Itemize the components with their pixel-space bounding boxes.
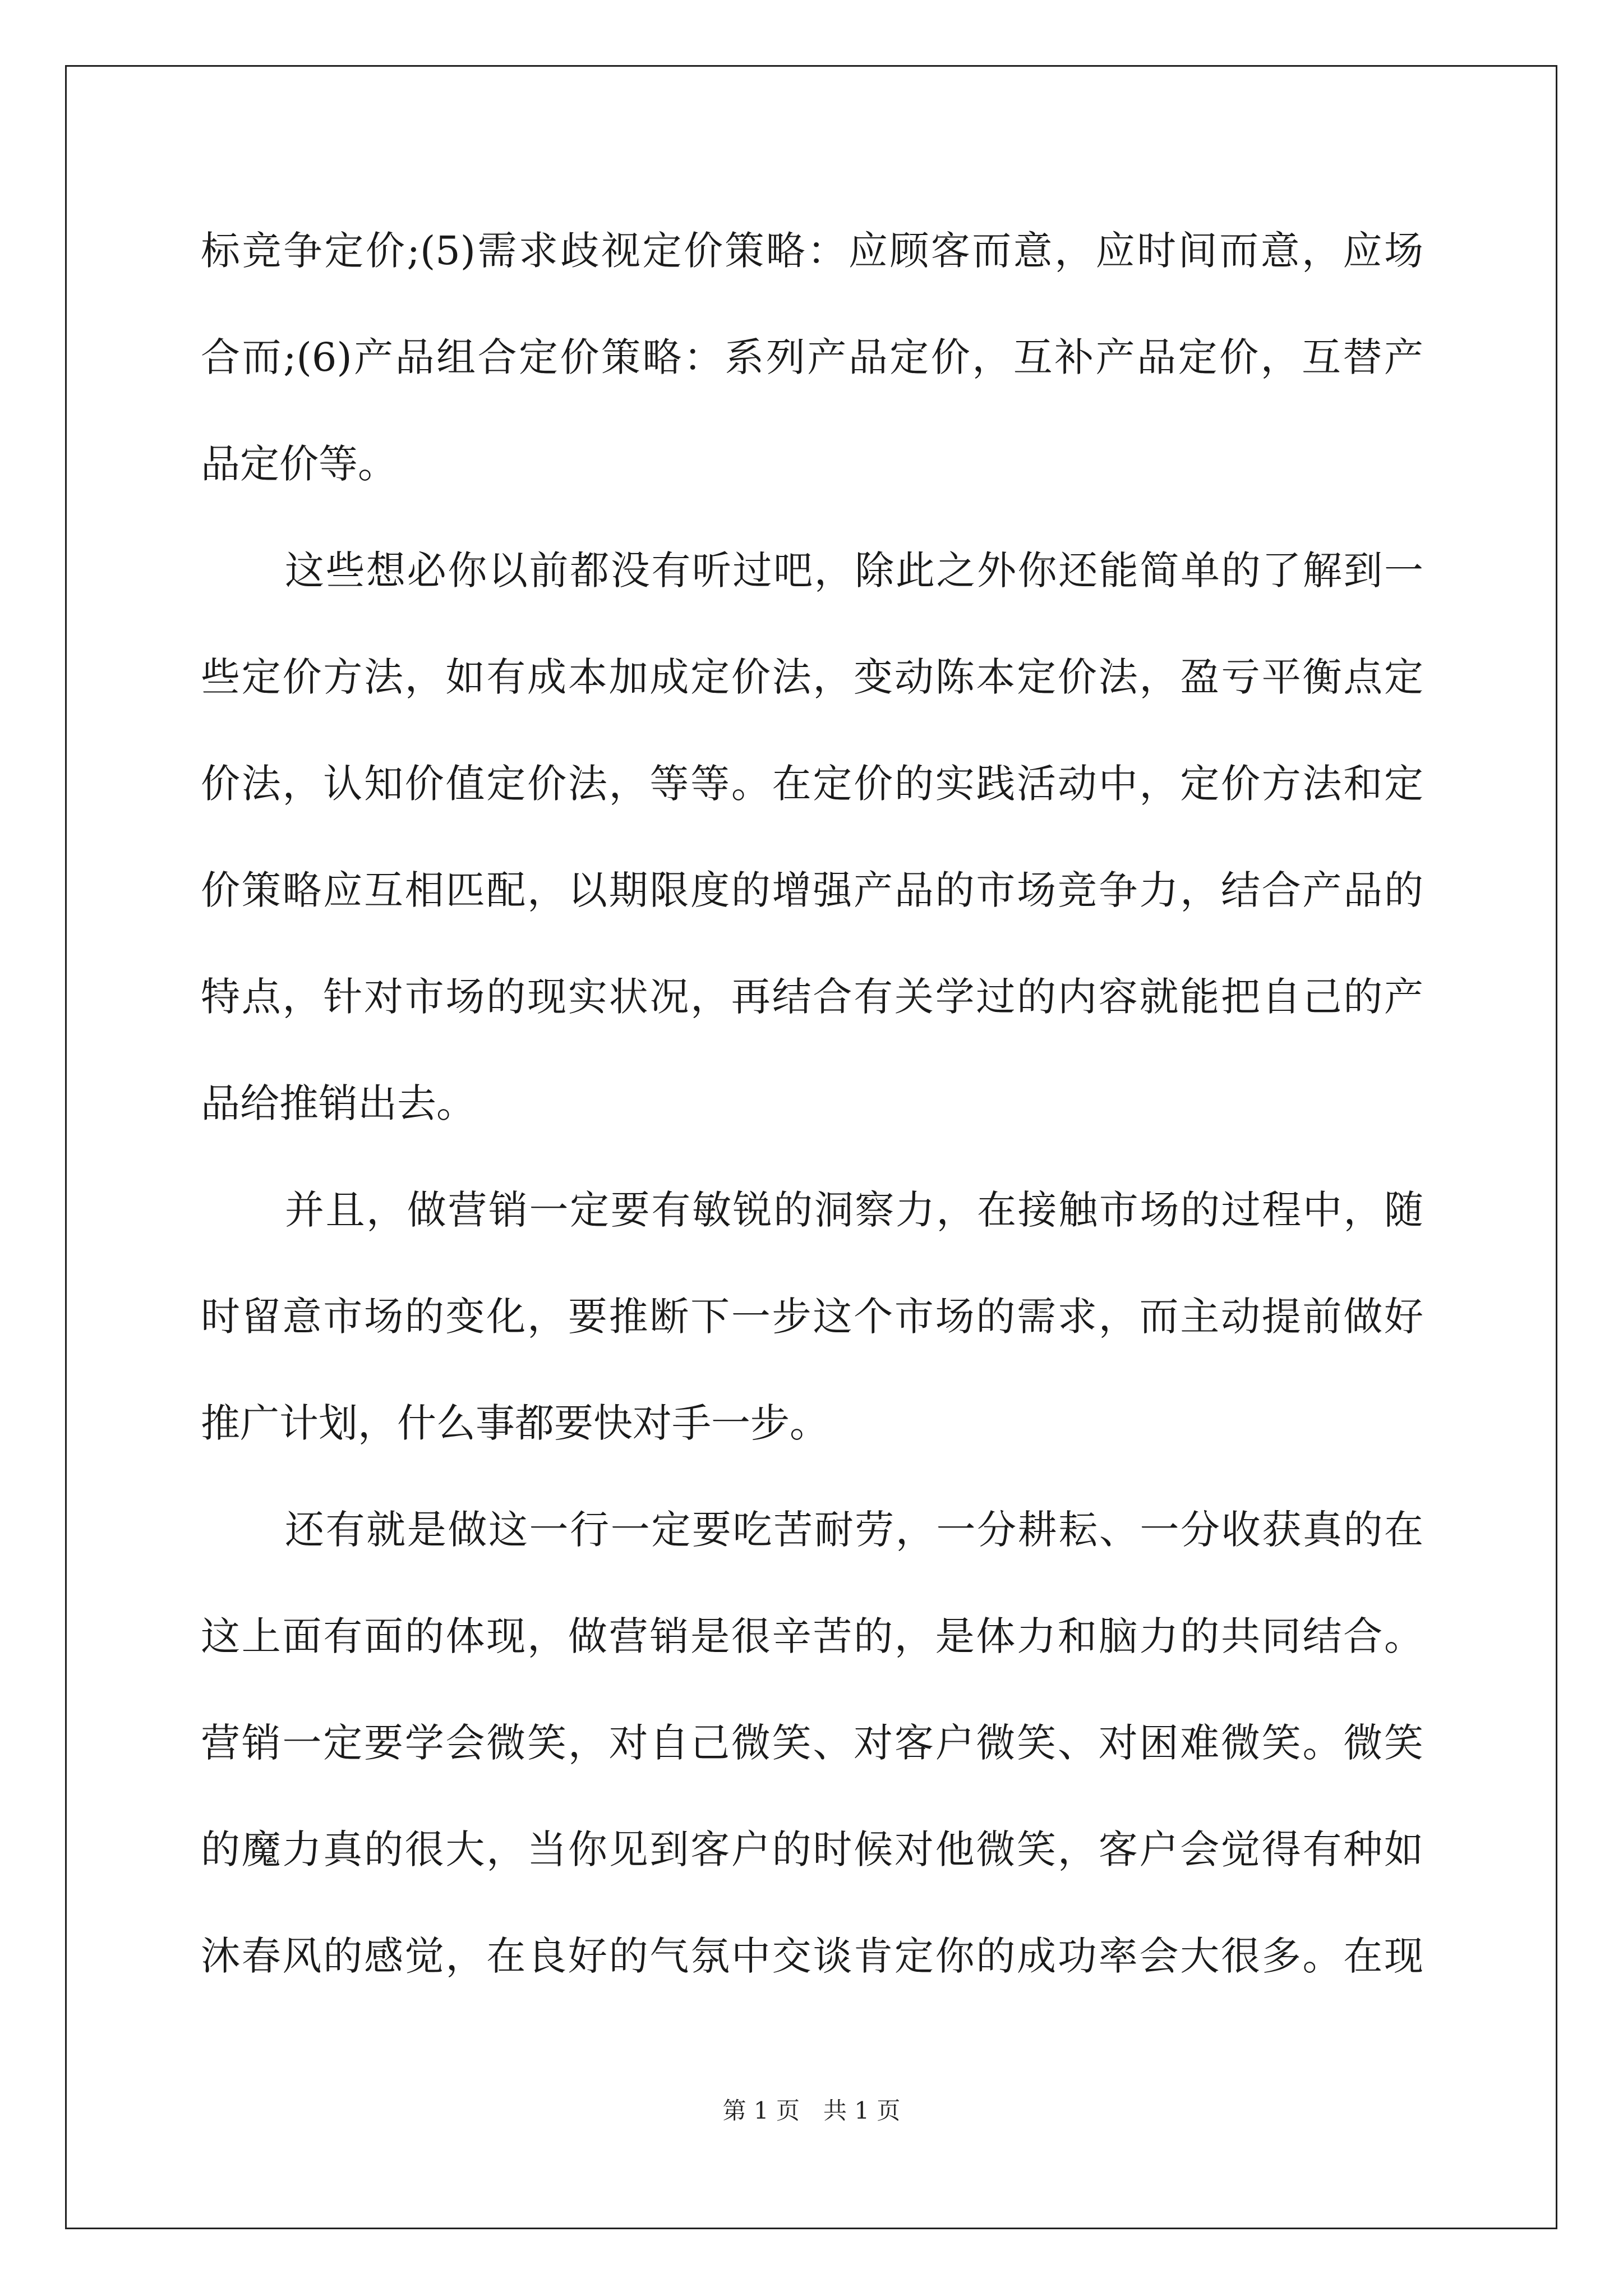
document-body xyxy=(201,220,1423,2032)
text-line: 沐春风的感觉，在良好的气氛中交谈肯定你的成功率会大很多。在现 xyxy=(201,1933,1423,1979)
text-line: 价法，认知价值定价法，等等。在定价的实践活动中，定价方法和定 xyxy=(201,761,1423,807)
text-line: 还有就是做这一行一定要吃苦耐劳，一分耕耘、一分收获真的在 xyxy=(285,1507,1423,1553)
text-line: 推广计划，什么事都要快对手一步。 xyxy=(201,1400,829,1446)
text-line: 的魔力真的很大，当你见到客户的时候对他微笑，客户会觉得有种如 xyxy=(201,1826,1423,1872)
text-line: 合而;(6)产品组合定价策略：系列产品定价，互补产品定价，互替产 xyxy=(201,334,1423,380)
text-line: 时留意市场的变化，要推断下一步这个市场的需求，而主动提前做好 xyxy=(201,1294,1423,1340)
text-line: 些定价方法，如有成本加成定价法，变动陈本定价法，盈亏平衡点定 xyxy=(201,654,1423,700)
text-line: 标竞争定价;(5)需求歧视定价策略：应顾客而意，应时间而意，应场 xyxy=(201,228,1423,274)
text-line: 特点，针对市场的现实状况，再结合有关学过的内容就能把自己的产 xyxy=(201,974,1423,1020)
text-line: 这上面有面的体现，做营销是很辛苦的，是体力和脑力的共同结合。 xyxy=(201,1613,1423,1659)
text-line: 品给推销出去。 xyxy=(201,1080,476,1126)
text-line: 品定价等。 xyxy=(201,441,397,487)
text-line: 这些想必你以前都没有听过吧，除此之外你还能简单的了解到一 xyxy=(285,547,1423,593)
page-footer: 第 1 页 共 1 页 xyxy=(722,2097,901,2124)
text-line: 价策略应互相匹配，以期限度的增强产品的市场竞争力，结合产品的 xyxy=(201,867,1423,913)
text-line: 并且，做营销一定要有敏锐的洞察力，在接触市场的过程中，随 xyxy=(285,1187,1423,1233)
text-line: 营销一定要学会微笑，对自己微笑、对客户微笑、对困难微笑。微笑 xyxy=(201,1720,1423,1766)
